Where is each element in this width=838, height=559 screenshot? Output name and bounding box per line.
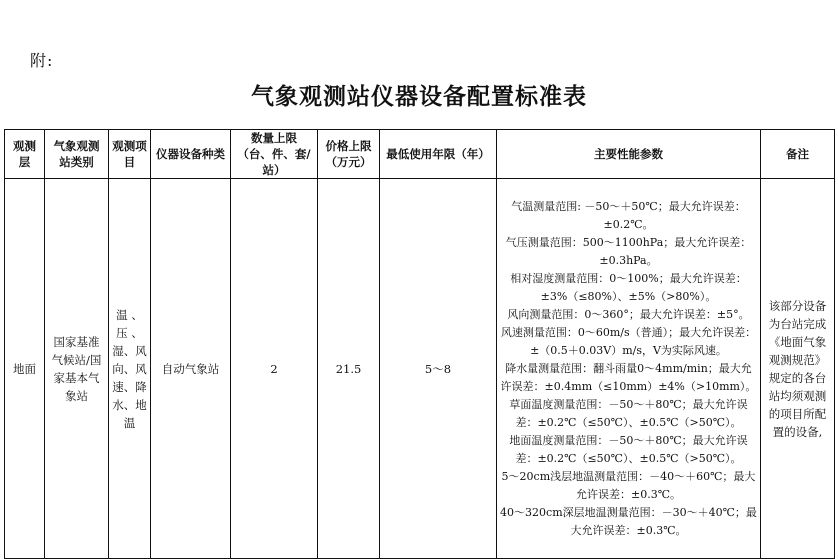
param-precipitation: 降水量测量范围：翻斗雨量0～4mm/min；最大允许误差：±0.4mm（≤10mm）±4%（>10mm）。 [500, 361, 757, 393]
document-title: 气象观测站仪器设备配置标准表 [251, 84, 587, 110]
param-ground-temperature: 地面温度测量范围：－50～＋80℃；最大允许误差：±0.2℃（≤50℃）、±0.5℃（>50℃）。 [509, 433, 748, 465]
attachment-label: 附: [30, 51, 54, 70]
cell-years: 5～8 [380, 179, 497, 559]
cell-layer: 地面 [5, 179, 45, 559]
param-wind-direction: 风向测量范围：0～360°；最大允许误差：±5°。 [507, 307, 750, 321]
param-air-temperature: 气温测量范围: －50～＋50℃；最大允许误差：±0.2℃。 [511, 199, 746, 231]
param-deep-soil-temperature: 40～320cm深层地温测量范围：－30～＋40℃；最大允许误差：±0.3℃。 [500, 505, 757, 537]
header-min-service-years: 最低使用年限（年） [380, 130, 497, 179]
cell-station-type: 国家基准气候站/国家基本气象站 [45, 179, 109, 559]
cell-equipment: 自动气象站 [151, 179, 231, 559]
param-grass-temperature: 草面温度测量范围：－50～＋80℃；最大允许误差：±0.2℃（≤50℃）、±0.5℃（>50℃）。 [509, 397, 748, 429]
header-observation-items: 观测项目 [109, 130, 151, 179]
header-observation-layer: 观测层 [5, 130, 45, 179]
header-performance-params: 主要性能参数 [497, 130, 761, 179]
header-quantity-limit: 数量上限（台、件、套/站） [231, 130, 318, 179]
cell-quantity: 2 [231, 179, 318, 559]
header-price-limit: 价格上限（万元） [318, 130, 380, 179]
cell-price: 21.5 [318, 179, 380, 559]
cell-performance-params [497, 179, 761, 559]
header-equipment-type: 仪器设备种类 [151, 130, 231, 179]
param-wind-speed: 风速测量范围：0～60m/s（普通）；最大允许误差：±（0.5＋0.03V）m/s，V为实际风速。 [500, 325, 757, 357]
table-header-row [5, 130, 835, 179]
param-relative-humidity: 相对湿度测量范围：0～100%；最大允许误差：±3%（≤80%）、±5%（>80%）。 [510, 271, 747, 303]
header-station-type: 气象观测站类别 [45, 130, 109, 179]
cell-remark: 该部分设备为台站完成《地面气象观测规范》规定的各台站均须观测的项目所配置的设备, [761, 179, 835, 559]
table-row [5, 179, 835, 559]
equipment-standard-table [4, 129, 835, 559]
cell-observation-items: 温 、压 、湿、风向、风速、降水、地温 [109, 179, 151, 559]
param-air-pressure: 气压测量范围：500～1100hPa；最大允许误差：±0.3hPa。 [505, 235, 752, 267]
param-shallow-soil-temperature: 5～20cm浅层地温测量范围：－40～＋60℃；最大允许误差：±0.3℃。 [501, 469, 756, 501]
header-remarks: 备注 [761, 130, 835, 179]
